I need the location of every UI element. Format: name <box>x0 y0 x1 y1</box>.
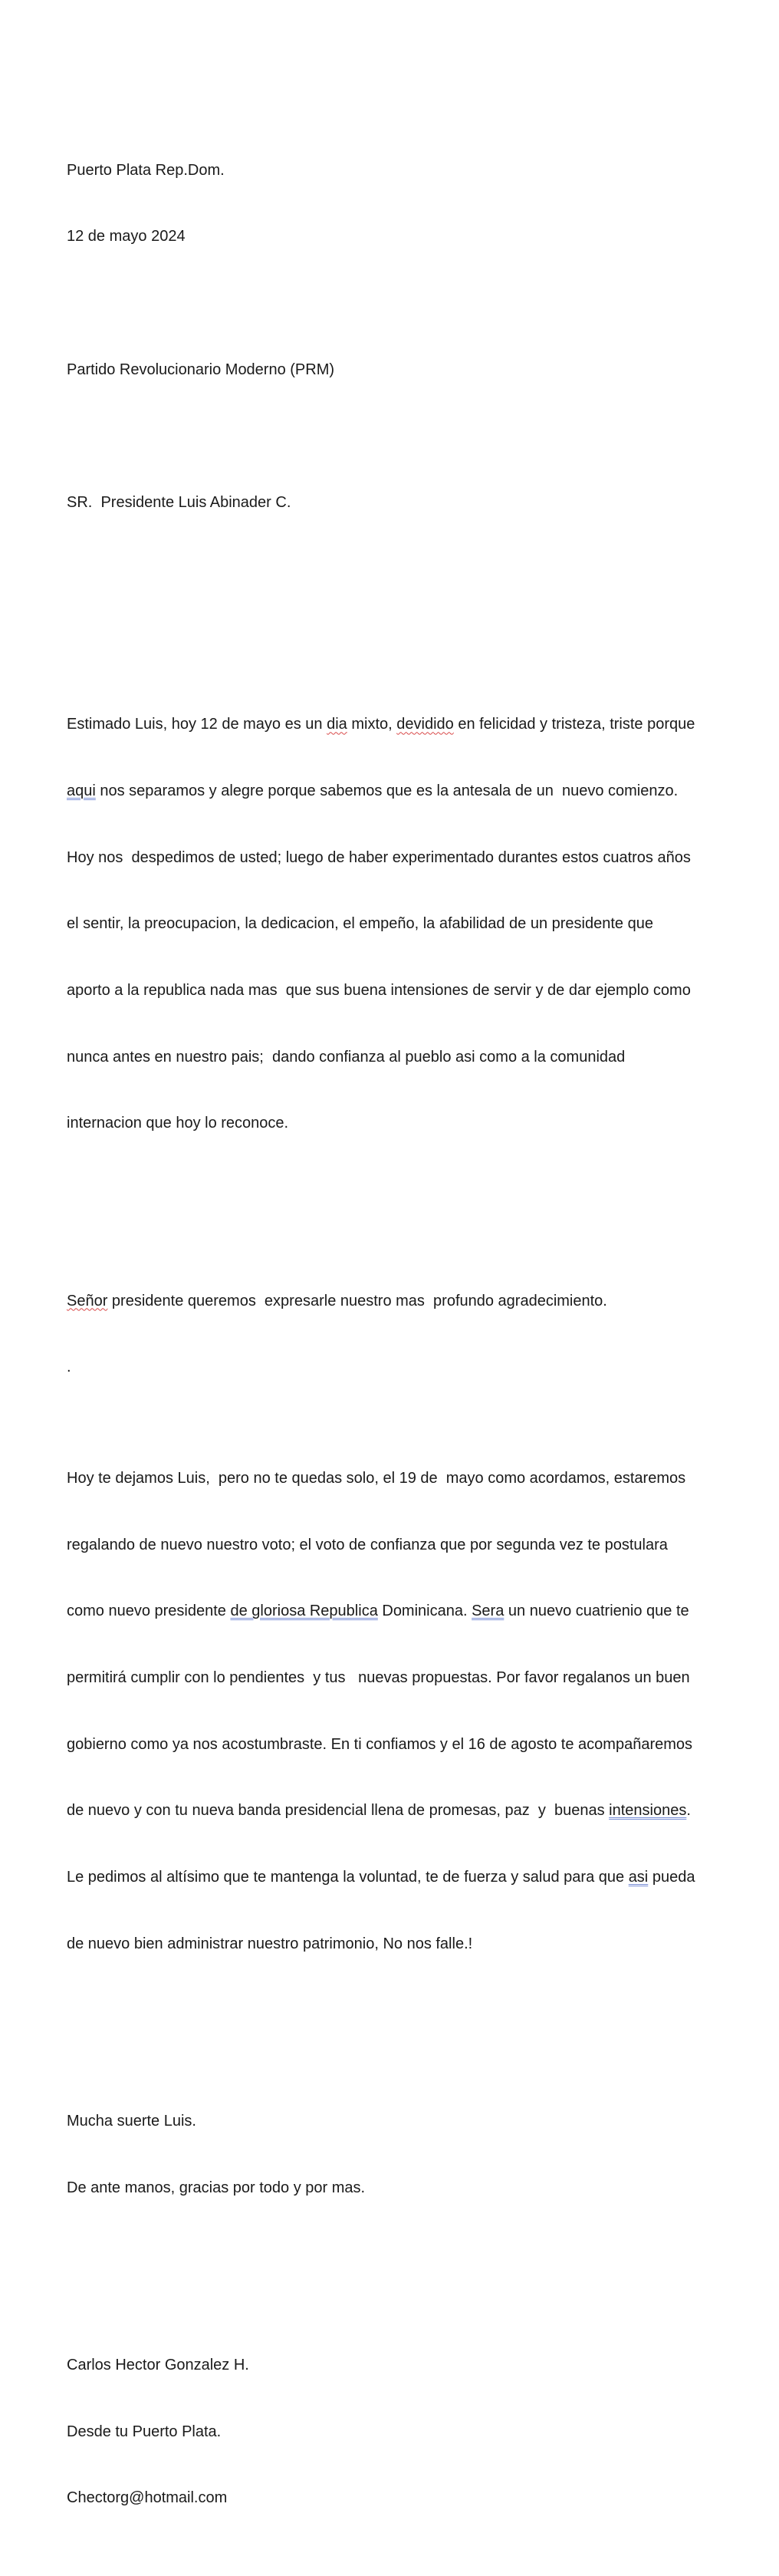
paragraph-3-line-2: regalando de nuevo nuestro voto; el voto de confianza que por segunda vez te postulara <box>67 1536 668 1553</box>
grammar-phrase: de gloriosa Republica <box>230 1603 378 1620</box>
paragraph-1-line-4: el sentir, la preocupacion, la dedicacion, el empeño, la afabilidad de un presidente que <box>67 915 653 933</box>
paragraph-1-line-2: aqui nos separamos y alegre porque sabemos que es la antesala de un nuevo comienzo. <box>67 782 679 799</box>
spacer <box>67 558 757 625</box>
spellcheck-word: dia <box>327 716 347 733</box>
spacer <box>67 2243 757 2265</box>
grammar-word: asi <box>628 1869 649 1886</box>
paragraph-2-dot: . <box>67 1359 71 1376</box>
paragraph-3-line-3: como nuevo presidente de gloriosa Republica Dominicana. Sera un nuevo cuatrienio que te <box>67 1603 689 1620</box>
paragraph-1-line-1: Estimado Luis, hoy 12 de mayo es un dia mixto, devidido en felicidad y tristeza, triste porque <box>67 716 695 733</box>
paragraph-3-line-4: permitirá cumplir con lo pendientes y tus nuevas propuestas. Por favor regalanos un buen <box>67 1669 690 1687</box>
paragraph-3-line-6: de nuevo y con tu nueva banda presidencial llena de promesas, paz y buenas intensiones. <box>67 1802 691 1820</box>
grammar-word: Sera <box>472 1603 505 1620</box>
spacer <box>67 292 757 315</box>
spacer <box>67 426 757 448</box>
place-line: Puerto Plata Rep.Dom. <box>67 161 225 179</box>
paragraph-3-line-8: de nuevo bien administrar nuestro patrimonio, No nos falle.! <box>67 1935 473 1952</box>
paragraph-1-line-6: nunca antes en nuestro pais; dando confianza al pueblo asi como a la comunidad <box>67 1048 626 1066</box>
paragraph-3-line-1: Hoy te dejamos Luis, pero no te quedas solo, el 19 de mayo como acordamos, estaremos <box>67 1469 686 1487</box>
spellcheck-word: devidido <box>396 716 454 733</box>
organization-line: Partido Revolucionario Moderno (PRM) <box>67 361 335 378</box>
grammar-word: intensiones <box>609 1802 687 1820</box>
closing-line-2: De ante manos, gracias por todo y por mas. <box>67 2179 366 2196</box>
paragraph-3-line-7: Le pedimos al altísimo que te mantenga la voluntad, te de fuerza y salud para que asi pueda <box>67 1869 695 1886</box>
paragraph-1-line-5: aporto a la republica nada mas que sus buena intensiones de servir y de dar ejemplo como <box>67 982 691 1000</box>
signature-name: Carlos Hector Gonzalez H. <box>67 2356 249 2373</box>
spacer <box>67 1179 757 1201</box>
signature-location: Desde tu Puerto Plata. <box>67 2423 222 2440</box>
paragraph-3-line-5: gobierno como ya nos acostumbraste. En ti confiamos y el 16 de agosto te acompañaremos <box>67 1735 693 1753</box>
spacer <box>67 2000 757 2022</box>
grammar-word: aqui <box>67 782 96 799</box>
paragraph-1-line-7: internacion que hoy lo reconoce. <box>67 1115 289 1132</box>
paragraph-2-line-1: Señor presidente queremos expresarle nuestro mas profundo agradecimiento. <box>67 1292 607 1309</box>
date-line: 12 de mayo 2024 <box>67 228 186 245</box>
spellcheck-word: Señor <box>67 1292 108 1309</box>
paragraph-1-line-3: Hoy nos despedimos de usted; luego de haber experimentado durantes estos cuatros años <box>67 848 691 866</box>
signature-email: Chectorg@hotmail.com <box>67 2489 228 2507</box>
closing-line-1: Mucha suerte Luis. <box>67 2113 196 2130</box>
letter-body <box>67 93 757 2576</box>
addressee-line: SR. Presidente Luis Abinader C. <box>67 494 291 512</box>
